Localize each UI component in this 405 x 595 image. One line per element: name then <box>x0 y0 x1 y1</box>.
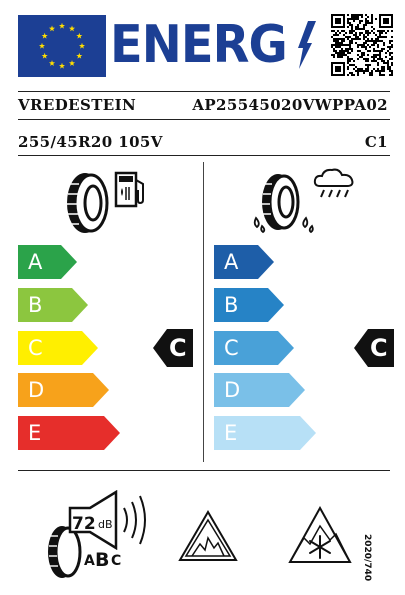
wet-bar-a-shape <box>214 245 274 279</box>
fuel-pump-icon <box>113 170 151 210</box>
ice-grip-mountain-icon <box>178 510 238 562</box>
wet-bar-a <box>214 245 276 279</box>
fuel-class-label: D <box>28 378 45 402</box>
fuel-class-label: B <box>28 293 43 317</box>
wet-class-label: B <box>224 293 239 317</box>
qr-code <box>331 14 393 76</box>
wet-bar-b <box>214 288 286 322</box>
size-rule <box>18 155 390 156</box>
noise-db-value: 72 <box>72 514 96 534</box>
brand-name: VREDESTEIN <box>18 96 137 114</box>
fuel-class-label: A <box>28 250 43 274</box>
energy-bolt-icon <box>296 21 316 69</box>
fuel-bar-c <box>18 331 100 365</box>
wet-rating-badge <box>354 329 394 367</box>
fuel-bar-b <box>18 288 90 322</box>
wet-class-label: C <box>224 336 239 360</box>
fuel-bar-a <box>18 245 78 279</box>
fuel-bar-e <box>18 416 122 450</box>
fuel-bar-a-shape <box>18 245 77 279</box>
wet-class-label: E <box>224 421 238 445</box>
noise-class-c: C <box>111 553 122 569</box>
noise-db-unit: dB <box>98 518 113 531</box>
wet-bar-d <box>214 373 306 407</box>
regulation-number: 2020/740 <box>362 534 372 582</box>
energy-title: ENERG <box>110 15 287 75</box>
wet-class-label: A <box>224 250 239 274</box>
rain-cloud-icon <box>312 166 358 204</box>
wet-bar-e <box>214 416 318 450</box>
tyre-size: 255/45R20 105V <box>18 133 163 151</box>
column-divider <box>203 162 204 462</box>
fuel-rating-letter: C <box>169 334 187 362</box>
fuel-class-label: C <box>28 336 43 360</box>
fuel-class-label: E <box>28 421 42 445</box>
bottom-rule <box>18 470 390 471</box>
wet-rating-letter: C <box>370 334 388 362</box>
fuel-bar-d <box>18 373 110 407</box>
wet-bar-c <box>214 331 296 365</box>
header-rule <box>18 91 390 92</box>
brand-rule <box>18 119 390 120</box>
fuel-rating-badge <box>153 329 193 367</box>
article-code: AP25545020VWPPA02 <box>192 96 388 114</box>
noise-class-b: B <box>95 549 110 571</box>
snow-3pmsf-icon <box>288 506 352 564</box>
wet-class-label: D <box>224 378 241 402</box>
eu-flag-logo <box>18 15 106 77</box>
tyre-class: C1 <box>364 133 388 151</box>
noise-class-a: A <box>84 553 95 569</box>
